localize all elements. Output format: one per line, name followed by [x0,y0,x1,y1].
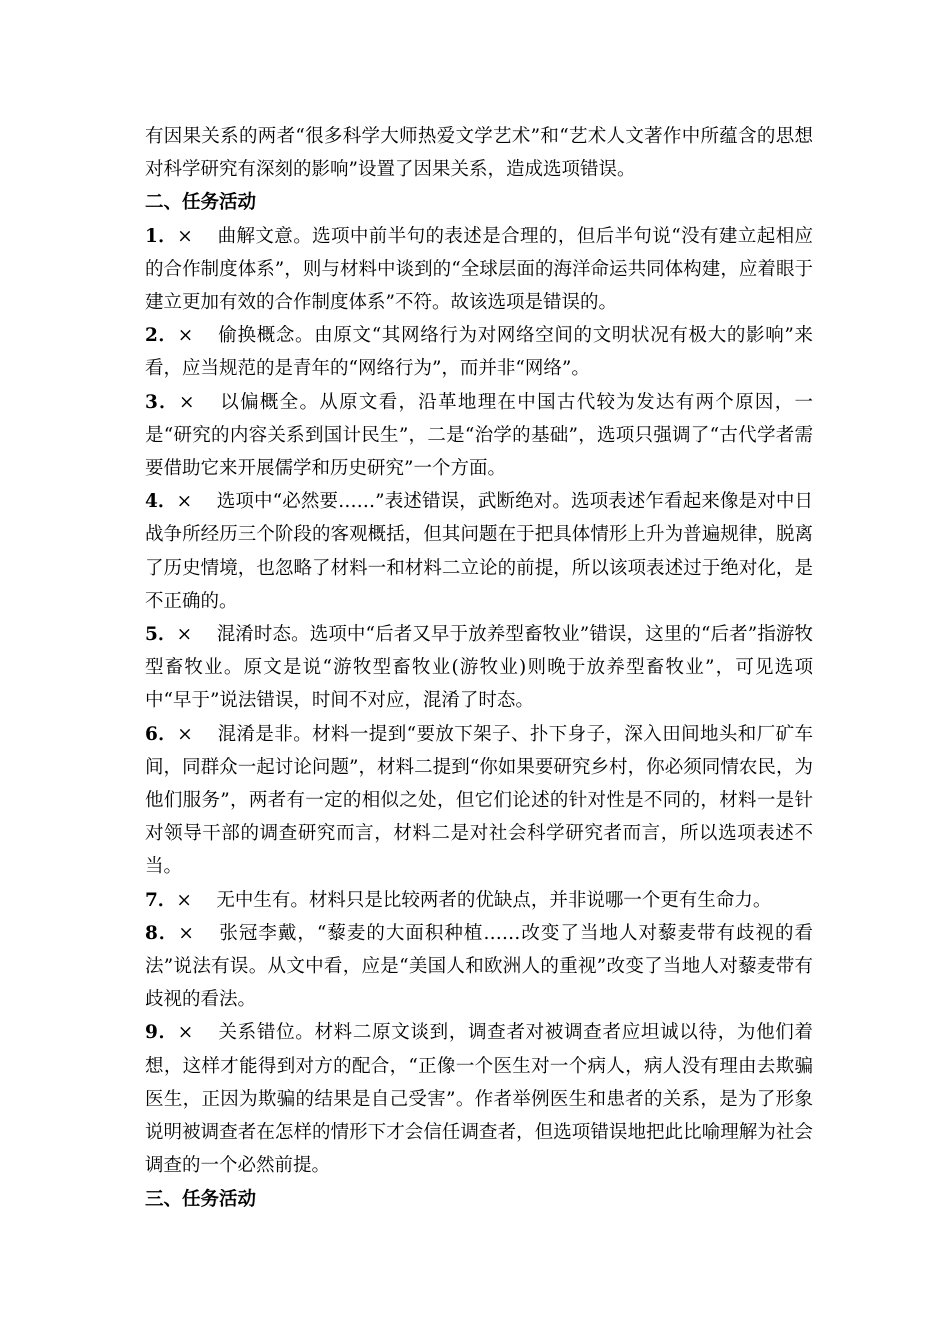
wrong-mark: × [178,391,195,413]
item-number: 3． [145,391,179,413]
answer-item [145,1016,813,1182]
wrong-mark: × [176,889,192,911]
item-explanation: 关系错位。材料二原文谈到，调查者对被调查者应坦诚以待，为他们着想，这样才能得到对方的配合，“正像一个医生对一个病人，病人没有理由去欺骗医生，正因为欺骗的结果是自己受害”。作者举例医生和患者的关系，是为了形象说明被调查者在怎样的情形下才会信任调查者，但选项错误地把此比喻理解为社会调查的一个必然前提。 [145,1022,813,1177]
intro-paragraph: 有因果关系的两者“很多科学大师热爱文学艺术”和“艺术人文著作中所蕴含的思想对科学研究有深刻的影响”设置了因果关系，造成选项错误。 [145,126,813,181]
answer-item [145,884,813,917]
item-explanation: 无中生有。材料只是比较两者的优缺点，并非说哪一个更有生命力。 [216,889,772,911]
item-number: 8． [145,922,179,944]
item-number: 2． [145,325,178,347]
wrong-mark: × [178,922,194,944]
item-number: 9． [145,1022,178,1044]
item-number: 5． [145,624,177,646]
item-number: 6． [145,723,178,745]
answer-item [145,386,813,486]
answer-item [145,220,813,320]
wrong-mark: × [176,491,193,513]
wrong-mark: × [177,325,194,347]
item-explanation: 偷换概念。由原文“其网络行为对网络空间的文明状况有极大的影响”来看，应当规范的是青年的“网络行为”，而并非“网络”。 [145,325,814,380]
item-explanation: 曲解文意。选项中前半句的表述是合理的，但后半句说“没有建立起相应的合作制度体系”，则与材料中谈到的“全球层面的海洋命运共同体构建，应着眼于建立更加有效的合作制度体系”不符。故该选项是错误的。 [145,225,814,314]
answer-item [145,718,813,884]
item-explanation: 张冠李戴，“藜麦的大面积种植……改变了当地人对藜麦带有歧视的看法”说法有误。从文中看，应是“美国人和欧洲人的重视”改变了当地人对藜麦带有歧视的看法。 [145,922,813,1011]
item-explanation: 选项中“必然要……”表述错误，武断绝对。选项表述乍看起来像是对中日战争所经历三个阶段的客观概括，但其问题在于把具体情形上升为普遍规律，脱离了历史情境，也忽略了材料一和材料二立论的前提，所以该项表述过于绝对化，是不正确的。 [145,491,814,612]
wrong-mark: × [177,723,193,745]
answer-item [145,618,813,718]
item-number: 1． [145,225,178,247]
wrong-mark: × [177,1022,194,1044]
section-heading-2: 二、任务活动 [145,192,257,214]
item-number: 7． [145,889,177,911]
wrong-mark: × [176,624,193,646]
item-explanation: 混淆是非。材料一提到“要放下架子、扑下身子，深入田间地头和厂矿车间，同群众一起讨论问题”，材料二提到“你如果要研究乡村，你必须同情农民，为他们服务”，两者有一定的相似之处，但它们论述的针对性是不同的，材料一是针对领导干部的调查研究而言，材料二是对社会科学研究者而言，所以选项表述不当。 [145,723,814,878]
answer-item [145,485,813,618]
item-number: 4． [145,491,177,513]
document-page [145,120,813,1216]
item-explanation: 以偏概全。从原文看，沿革地理在中国古代较为发达有两个原因，一是“研究的内容关系到国计民生”，二是“治学的基础”，选项只强调了“古代学者需要借助它来开展儒学和历史研究”一个方面。 [145,391,813,480]
item-explanation: 混淆时态。选项中“后者又早于放养型畜牧业”错误，这里的“后者”指游牧型畜牧业。原文是说“游牧型畜牧业(游牧业)则晚于放养型畜牧业”，可见选项中“早于”说法错误，时间不对应，混淆了时态。 [145,624,813,712]
wrong-mark: × [177,225,193,247]
answer-item [145,917,813,1017]
section-heading-3: 三、任务活动 [145,1188,257,1210]
answer-item [145,319,813,385]
